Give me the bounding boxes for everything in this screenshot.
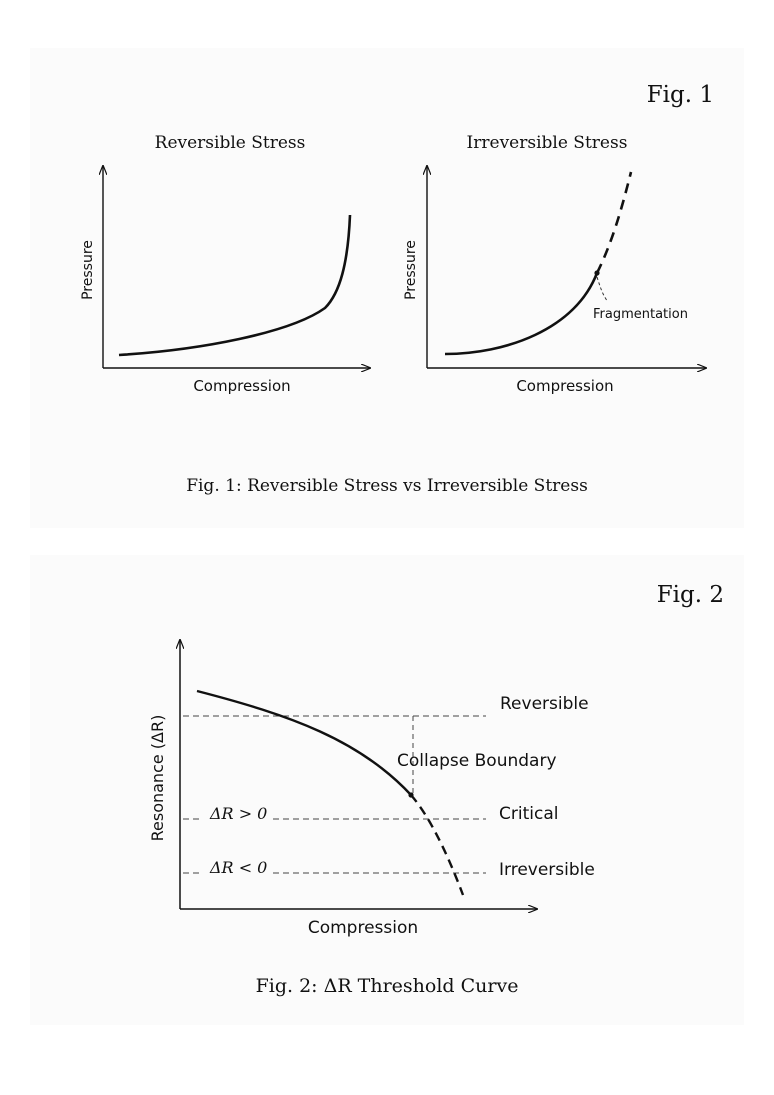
irreversible-stress-curve: [445, 273, 597, 354]
irreversible-label: Irreversible: [499, 860, 595, 880]
figure-1-label: Fig. 1: [646, 82, 714, 108]
reversible-chart-title: Reversible Stress: [154, 133, 306, 153]
y-axis-label: Pressure: [403, 240, 419, 300]
critical-label: Critical: [499, 804, 559, 824]
x-axis-label: Compression: [307, 918, 419, 938]
collapse-point: [408, 792, 413, 797]
figure-1-caption: Fig. 1: Reversible Stress vs Irreversible Stress: [186, 476, 588, 496]
y-axis-label: Pressure: [80, 240, 96, 300]
y-axis-label: Resonance (ΔR): [148, 714, 167, 842]
fragmentation-point: [594, 270, 599, 275]
irreversible-stress-chart: [403, 133, 706, 395]
fragmentation-dashed-curve: [597, 172, 631, 273]
delta-r-negative-label: ΔR < 0: [210, 858, 268, 877]
irreversible-chart-title: Irreversible Stress: [466, 133, 628, 153]
figure-2-caption: Fig. 2: ΔR Threshold Curve: [255, 975, 519, 997]
collapse-boundary-label: Collapse Boundary: [397, 751, 557, 771]
annotation-leader: [597, 277, 608, 302]
fragmentation-label: Fragmentation: [593, 307, 688, 322]
resonance-curve: [197, 691, 411, 795]
resonance-curve-dashed: [411, 795, 463, 895]
figure-1-diagrams: [30, 48, 744, 528]
reversible-stress-curve: [119, 215, 350, 355]
x-axis-label: Compression: [193, 377, 291, 395]
x-axis-label: Compression: [516, 377, 614, 395]
figure-2-label: Fig. 2: [656, 582, 724, 608]
delta-r-positive-label: ΔR > 0: [210, 804, 268, 823]
reversible-stress-chart: [80, 133, 370, 395]
reversible-label: Reversible: [500, 694, 589, 714]
figure-2-panel: [30, 555, 744, 1025]
figure-1-panel: [30, 48, 744, 528]
figure-2-diagram: [30, 555, 744, 1025]
